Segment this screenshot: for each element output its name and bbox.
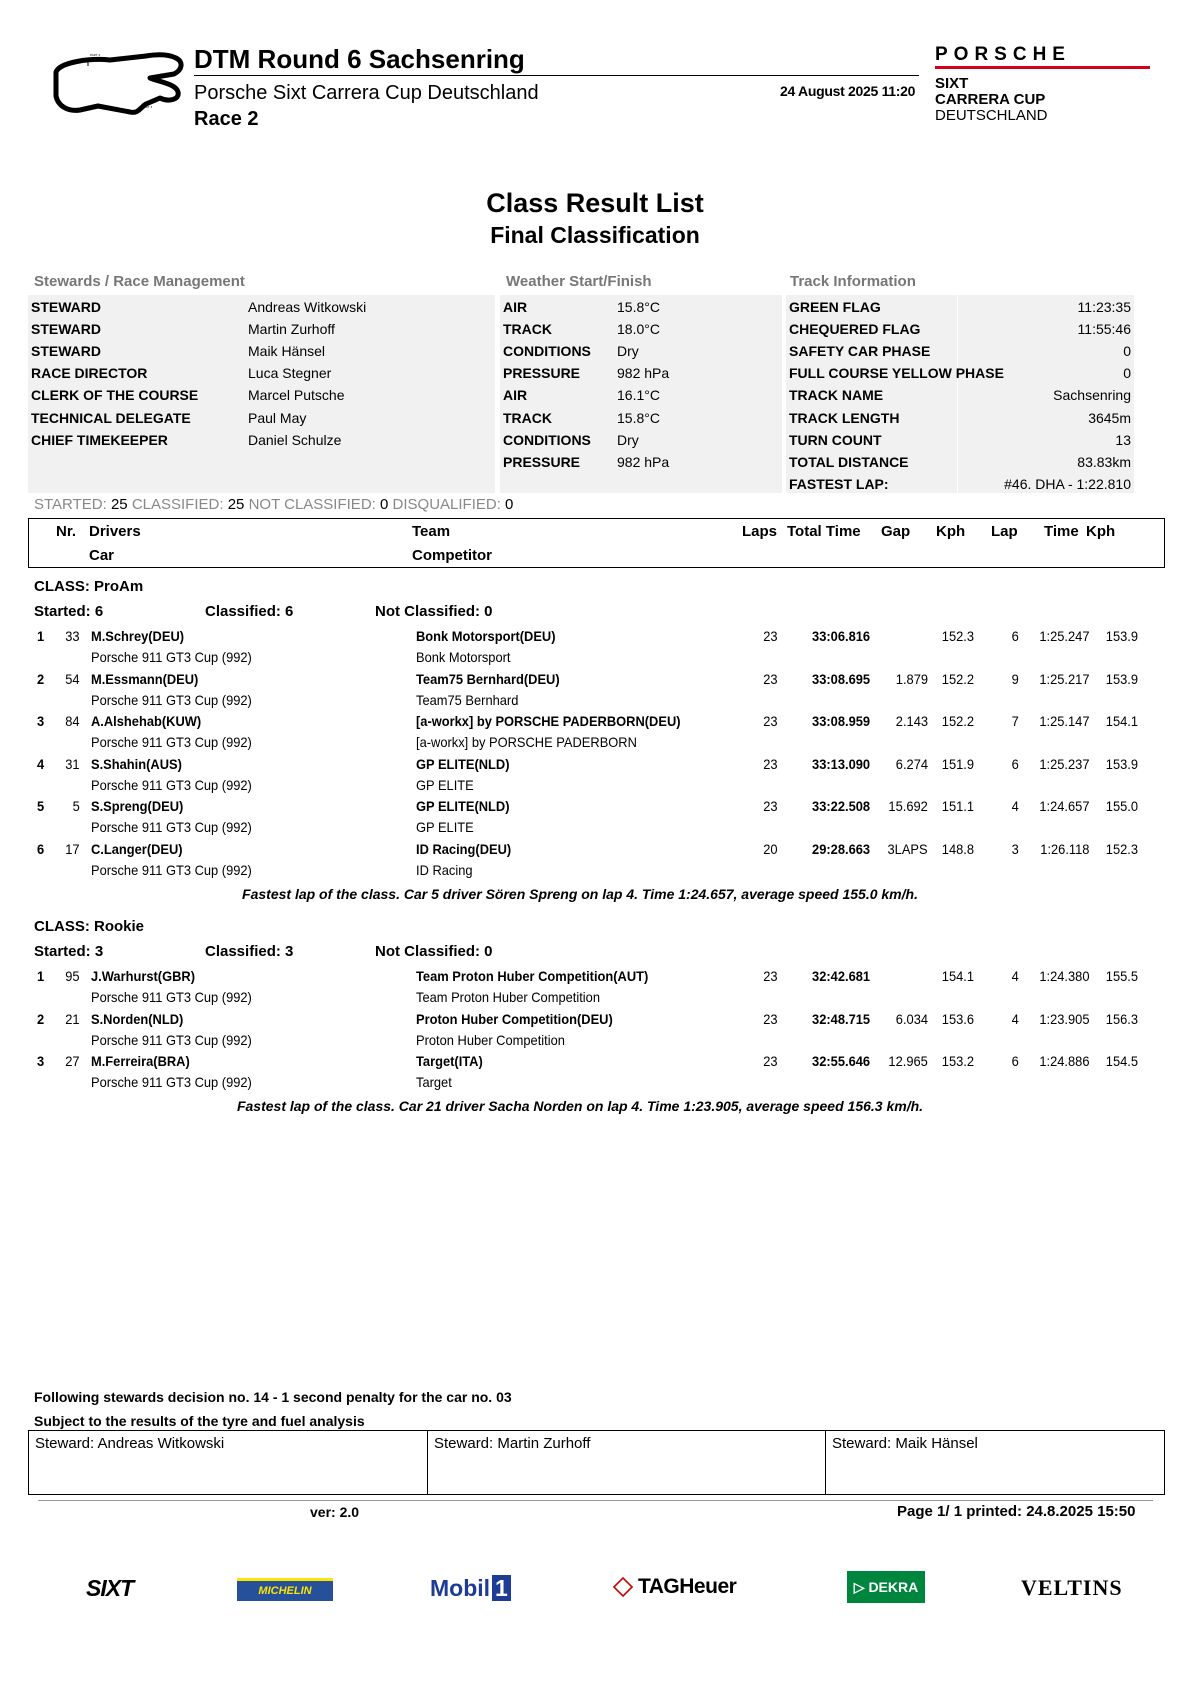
track-info-key: TRACK NAME: [789, 387, 884, 404]
not-classified-label: NOT CLASSIFIED:: [248, 496, 376, 513]
car-number: 95: [65, 968, 80, 984]
best-lap-kph: 153.9: [1105, 755, 1138, 772]
class-fastest-lap-note: Fastest lap of the class. Car 21 driver Sacha Norden on lap 4. Time 1:23.905, average speed 156.3 km/h.: [236, 1097, 924, 1114]
weather-value: 15.8°C: [617, 409, 660, 426]
best-lap-time: 1:23.905: [1038, 1010, 1089, 1027]
gap: 6.034: [895, 1010, 928, 1027]
laps: 20: [763, 841, 778, 857]
porsche-logo: PORSCHE: [935, 44, 1071, 65]
col-lap: Lap: [991, 523, 1018, 540]
weather-row: [503, 343, 778, 364]
mobil1-logo: [430, 1575, 511, 1602]
class-classified: Classified: 3: [205, 943, 294, 960]
best-lap-kph: 153.9: [1105, 628, 1138, 644]
weather-row: [503, 387, 778, 408]
car-number: 5: [72, 798, 80, 815]
gap: 3LAPS: [887, 841, 928, 857]
team-name: Team Proton Huber Competition(AUT): [416, 968, 649, 984]
gap: 15.692: [888, 798, 928, 815]
position: 3: [37, 1053, 45, 1070]
started-label: STARTED:: [34, 496, 107, 513]
result-row: [0, 968, 1190, 1008]
header-rule: [194, 75, 919, 76]
col-time: Time: [1044, 523, 1079, 540]
best-lap-number: 4: [1011, 968, 1019, 984]
svg-text:PART 2: PART 2: [90, 53, 101, 57]
weather-row: [503, 410, 778, 431]
classified-count: 25: [227, 496, 245, 513]
gap: 1.879: [895, 670, 928, 687]
avg-kph: 152.3: [941, 628, 974, 644]
total-time: 29:28.663: [811, 841, 870, 857]
laps: 23: [763, 798, 778, 815]
car-model: Porsche 911 GT3 Cup (992): [91, 819, 252, 836]
disqualified-count: 0: [505, 496, 514, 513]
steward-row: [31, 365, 491, 386]
steward-role: STEWARD: [31, 343, 101, 360]
laps: 23: [763, 713, 778, 730]
track-info-key: SAFETY CAR PHASE: [789, 343, 931, 360]
track-info-row: [789, 387, 1131, 408]
best-lap-time: 1:24.380: [1038, 968, 1089, 984]
sixt-logo-text: SIXT: [86, 1575, 134, 1601]
position: 4: [37, 755, 45, 772]
car-number: 54: [65, 670, 80, 687]
best-lap-time: 1:25.147: [1038, 713, 1089, 730]
competitor-name: Team Proton Huber Competition: [416, 989, 600, 1005]
weather-value: 18.0°C: [617, 321, 660, 338]
weather-key: CONDITIONS: [503, 431, 591, 448]
team-name: Bonk Motorsport(DEU): [416, 628, 556, 644]
competitor-name: Target: [416, 1074, 452, 1091]
car-number: 33: [65, 628, 80, 644]
competitor-name: Team75 Bernhard: [416, 691, 519, 708]
started-count: 25: [110, 496, 128, 513]
result-row: [0, 756, 1190, 796]
avg-kph: 154.1: [941, 968, 974, 984]
car-number: 17: [65, 841, 80, 857]
result-row: [0, 1053, 1190, 1093]
best-lap-time: 1:26.118: [1039, 841, 1089, 857]
signature-cell-3: [826, 1431, 1164, 1494]
document-subtitle: Final Classification: [490, 222, 700, 248]
weather-value: Dry: [617, 343, 639, 360]
col-kph: Kph: [936, 523, 966, 540]
signature-cell-1: [29, 1431, 428, 1494]
steward-row: [31, 387, 491, 408]
laps: 23: [763, 628, 778, 644]
col-gap: Gap: [881, 523, 911, 540]
best-lap-time: 1:25.237: [1038, 755, 1089, 772]
steward-role: STEWARD: [31, 299, 101, 315]
steward-name: Paul May: [248, 409, 307, 426]
track-info-row: [789, 321, 1131, 342]
result-row: [0, 713, 1190, 753]
track-info-row: [789, 410, 1131, 431]
competitor-name: [a-workx] by PORSCHE PADERBORN: [416, 734, 637, 751]
track-info-key: CHEQUERED FLAG: [789, 321, 921, 338]
summary-counts: [34, 496, 513, 513]
stewards-heading: Stewards / Race Management: [34, 273, 245, 290]
dekra-logo: [847, 1571, 925, 1603]
gap: 12.965: [888, 1053, 928, 1070]
track-info-key: FULL COURSE YELLOW PHASE: [789, 365, 1004, 382]
weather-value: Dry: [617, 431, 639, 448]
steward-row: [31, 321, 491, 342]
col-drivers: Drivers: [89, 523, 141, 540]
tagheuer-logo: [614, 1575, 736, 1599]
avg-kph: 152.2: [941, 670, 974, 687]
class-classified: Classified: 6: [205, 603, 294, 620]
position: 2: [37, 670, 45, 687]
best-lap-time: 1:24.657: [1038, 798, 1089, 815]
competitor-name: Proton Huber Competition: [416, 1031, 565, 1048]
track-info-heading: Track Information: [790, 273, 916, 290]
driver-name: C.Langer(DEU): [91, 841, 183, 857]
avg-kph: 151.1: [941, 798, 974, 815]
car-model: Porsche 911 GT3 Cup (992): [91, 649, 252, 665]
logo-line-carrera-cup: CARRERA CUP: [935, 91, 1046, 108]
steward-role: CLERK OF THE COURSE: [31, 387, 199, 404]
best-lap-kph: 156.3: [1105, 1010, 1138, 1027]
sixt-logo: [86, 1575, 133, 1602]
class-not-classified: Not Classified: 0: [375, 603, 493, 620]
col-team: Team: [412, 523, 451, 540]
gap: 2.143: [895, 713, 928, 730]
steward-name: Luca Stegner: [248, 365, 332, 382]
weather-row: [503, 432, 778, 453]
class-title: CLASS: ProAm: [34, 578, 144, 595]
total-time: 33:13.090: [811, 755, 870, 772]
total-time: 33:22.508: [811, 798, 870, 815]
not-classified-count: 0: [380, 496, 389, 513]
result-row: [0, 798, 1190, 838]
signature-cell-2: [428, 1431, 826, 1494]
car-model: Porsche 911 GT3 Cup (992): [91, 734, 252, 751]
track-info-value: 3645m: [1088, 409, 1131, 426]
result-row: [0, 671, 1190, 711]
track-info-row: [789, 365, 1131, 386]
track-info-value: #46. DHA - 1:22.810: [1004, 475, 1131, 492]
report-date: 24 August 2025 11:20: [780, 83, 916, 99]
steward-name: Daniel Schulze: [248, 431, 342, 448]
best-lap-time: 1:25.247: [1038, 628, 1089, 644]
svg-text:PART 3: PART 3: [142, 105, 153, 109]
laps: 23: [763, 1010, 778, 1027]
car-model: Porsche 911 GT3 Cup (992): [91, 1074, 252, 1091]
team-name: [a-workx] by PORSCHE PADERBORN(DEU): [416, 713, 681, 730]
steward-name: Martin Zurhoff: [248, 321, 335, 338]
weather-key: TRACK: [503, 409, 552, 426]
footer-rule: [38, 1500, 1153, 1501]
veltins-logo: [1021, 1575, 1123, 1601]
event-title: DTM Round 6 Sachsenring: [194, 44, 525, 74]
mobil-one-badge: 1: [492, 1575, 511, 1601]
driver-name: M.Ferreira(BRA): [91, 1053, 190, 1070]
track-info-row: [789, 299, 1131, 320]
logo-line-sixt: SIXT: [935, 75, 969, 92]
competitor-name: ID Racing: [416, 862, 473, 878]
weather-key: AIR: [503, 387, 528, 404]
laps: 23: [763, 755, 778, 772]
total-time: 32:42.681: [811, 968, 870, 984]
driver-name: A.Alshehab(KUW): [91, 713, 202, 730]
driver-name: S.Spreng(DEU): [91, 798, 184, 815]
dekra-logo-text: DEKRA: [868, 1579, 919, 1595]
weather-value: 982 hPa: [617, 365, 670, 382]
stewards-decision-note: Following stewards decision no. 14 - 1 second penalty for the car no. 03: [34, 1389, 512, 1405]
result-row: [0, 1011, 1190, 1051]
position: 3: [37, 713, 45, 730]
position: 5: [37, 798, 45, 815]
laps: 23: [763, 1053, 778, 1070]
track-info-row: [789, 432, 1131, 453]
mobil-logo-text: Mobil: [430, 1575, 491, 1601]
weather-value: 982 hPa: [617, 453, 670, 470]
steward-name: Marcel Putsche: [248, 387, 345, 404]
weather-row: [503, 299, 778, 320]
tagheuer-shield-icon: [613, 1577, 633, 1597]
page-info: Page 1/ 1 printed: 24.8.2025 15:50: [897, 1503, 1136, 1520]
results-table-header: [28, 518, 1165, 568]
best-lap-kph: 155.5: [1105, 968, 1138, 984]
car-number: 84: [65, 713, 80, 730]
best-lap-time: 1:24.886: [1038, 1053, 1089, 1070]
document-title: Class Result List: [486, 188, 704, 218]
class-started: Started: 6: [34, 603, 104, 620]
position: 1: [37, 628, 45, 644]
steward-row: [31, 432, 491, 453]
result-row: [0, 628, 1190, 668]
col-competitor: Competitor: [412, 547, 492, 564]
weather-row: [503, 365, 778, 386]
steward-row: [31, 343, 491, 364]
result-row: [0, 841, 1190, 881]
track-info-row: [789, 454, 1131, 475]
steward-role: STEWARD: [31, 321, 101, 338]
weather-row: [503, 454, 778, 475]
col-car: Car: [89, 547, 115, 564]
michelin-logo: [237, 1578, 333, 1601]
best-lap-number: 9: [1011, 670, 1019, 687]
col-laps: Laps: [742, 523, 778, 540]
total-time: 32:55.646: [811, 1053, 870, 1070]
track-info-key: FASTEST LAP:: [789, 475, 889, 492]
col-total-time: Total Time: [787, 523, 861, 540]
track-info-key: TOTAL DISTANCE: [789, 453, 909, 470]
car-model: Porsche 911 GT3 Cup (992): [91, 691, 252, 708]
steward-name: Andreas Witkowski: [248, 299, 367, 315]
team-name: GP ELITE(NLD): [416, 755, 510, 772]
porsche-logo-redline: [935, 66, 1150, 69]
car-number: 21: [65, 1010, 80, 1027]
best-lap-kph: 152.3: [1105, 841, 1138, 857]
signature-label: Steward: Andreas Witkowski: [35, 1435, 225, 1452]
car-model: Porsche 911 GT3 Cup (992): [91, 989, 252, 1005]
classified-label: CLASSIFIED:: [131, 496, 224, 513]
avg-kph: 153.6: [941, 1010, 974, 1027]
weather-key: PRESSURE: [503, 365, 581, 382]
class-fastest-lap-note: Fastest lap of the class. Car 5 driver Sören Spreng on lap 4. Time 1:24.657, average speed 155.0 km/h.: [242, 885, 918, 902]
best-lap-number: 4: [1011, 1010, 1019, 1027]
version-label: ver: 2.0: [310, 1504, 360, 1520]
best-lap-number: 6: [1011, 628, 1019, 644]
track-info-value: Sachsenring: [1053, 387, 1131, 404]
driver-name: S.Shahin(AUS): [91, 755, 182, 772]
total-time: 33:08.695: [811, 670, 870, 687]
track-info-key: GREEN FLAG: [789, 299, 881, 315]
car-model: Porsche 911 GT3 Cup (992): [91, 1031, 252, 1048]
position: 1: [37, 968, 45, 984]
track-info-value: 83.83km: [1077, 453, 1131, 470]
track-info-row: [789, 343, 1131, 364]
track-info-key: TRACK LENGTH: [789, 409, 900, 426]
weather-value: 16.1°C: [617, 387, 660, 404]
track-map-icon: [50, 48, 190, 120]
team-name: Proton Huber Competition(DEU): [416, 1010, 613, 1027]
team-name: ID Racing(DEU): [416, 841, 512, 857]
avg-kph: 152.2: [941, 713, 974, 730]
track-info-value: 0: [1123, 343, 1131, 360]
col-kph-best: Kph: [1086, 523, 1116, 540]
track-info-value: 13: [1115, 431, 1131, 448]
best-lap-kph: 154.5: [1105, 1053, 1138, 1070]
avg-kph: 148.8: [941, 841, 974, 857]
michelin-logo-text: MICHELIN: [258, 1585, 312, 1597]
weather-key: TRACK: [503, 321, 552, 338]
car-model: Porsche 911 GT3 Cup (992): [91, 862, 252, 878]
total-time: 32:48.715: [811, 1010, 870, 1027]
best-lap-number: 6: [1011, 1053, 1019, 1070]
steward-name: Maik Hänsel: [248, 343, 326, 360]
carrera-cup-logo: [935, 76, 1048, 124]
series-name: Porsche Sixt Carrera Cup Deutschland: [194, 82, 539, 104]
position: 6: [37, 841, 45, 857]
driver-name: M.Schrey(DEU): [91, 628, 185, 644]
logo-line-deutschland: DEUTSCHLAND: [935, 107, 1048, 124]
car-number: 31: [65, 755, 80, 772]
driver-name: M.Essmann(DEU): [91, 670, 199, 687]
track-info-value: 11:55:46: [1077, 321, 1131, 338]
best-lap-kph: 155.0: [1105, 798, 1138, 815]
team-name: GP ELITE(NLD): [416, 798, 510, 815]
track-info-value: 11:23:35: [1077, 299, 1131, 315]
track-info-value: 0: [1123, 365, 1131, 382]
best-lap-kph: 153.9: [1105, 670, 1138, 687]
analysis-note: Subject to the results of the tyre and fuel analysis: [34, 1413, 365, 1429]
best-lap-time: 1:25.217: [1038, 670, 1089, 687]
laps: 23: [763, 670, 778, 687]
car-model: Porsche 911 GT3 Cup (992): [91, 776, 252, 793]
class-title: CLASS: Rookie: [34, 918, 145, 935]
competitor-name: GP ELITE: [416, 819, 474, 836]
tagheuer-logo-text: TAGHeuer: [638, 1575, 737, 1598]
steward-signature-box: [28, 1430, 1165, 1495]
class-not-classified: Not Classified: 0: [375, 943, 493, 960]
best-lap-number: 4: [1011, 798, 1019, 815]
race-name: Race 2: [194, 108, 259, 130]
team-name: Team75 Bernhard(DEU): [416, 670, 560, 687]
steward-row: [31, 410, 491, 431]
track-info-key: TURN COUNT: [789, 431, 882, 448]
avg-kph: 153.2: [941, 1053, 974, 1070]
competitor-name: Bonk Motorsport: [416, 649, 511, 665]
driver-name: S.Norden(NLD): [91, 1010, 184, 1027]
best-lap-kph: 154.1: [1105, 713, 1138, 730]
best-lap-number: 3: [1011, 841, 1019, 857]
steward-role: TECHNICAL DELEGATE: [31, 409, 191, 426]
driver-name: J.Warhurst(GBR): [91, 968, 196, 984]
weather-row: [503, 321, 778, 342]
best-lap-number: 6: [1011, 755, 1019, 772]
total-time: 33:08.959: [811, 713, 870, 730]
weather-heading: Weather Start/Finish: [506, 273, 652, 290]
position: 2: [37, 1010, 45, 1027]
car-number: 27: [65, 1053, 80, 1070]
steward-role: CHIEF TIMEKEEPER: [31, 431, 168, 448]
weather-key: AIR: [503, 299, 528, 315]
weather-value: 15.8°C: [617, 299, 660, 315]
veltins-logo-text: VELTINS: [1021, 1575, 1123, 1600]
col-nr: Nr.: [56, 523, 77, 540]
avg-kph: 151.9: [941, 755, 974, 772]
signature-label: Steward: Martin Zurhoff: [434, 1435, 591, 1452]
team-name: Target(ITA): [416, 1053, 483, 1070]
best-lap-number: 7: [1011, 713, 1019, 730]
steward-row: [31, 299, 491, 320]
laps: 23: [763, 968, 778, 984]
class-started: Started: 3: [34, 943, 104, 960]
steward-role: RACE DIRECTOR: [31, 365, 148, 382]
track-info-row: [789, 476, 1131, 497]
weather-key: CONDITIONS: [503, 343, 591, 360]
signature-label: Steward: Maik Hänsel: [832, 1435, 978, 1452]
weather-key: PRESSURE: [503, 453, 581, 470]
dekra-arrow-icon: ▷: [853, 1579, 865, 1595]
competitor-name: GP ELITE: [416, 776, 474, 793]
total-time: 33:06.816: [811, 628, 870, 644]
disqualified-label: DISQUALIFIED:: [392, 496, 501, 513]
gap: 6.274: [895, 755, 928, 772]
